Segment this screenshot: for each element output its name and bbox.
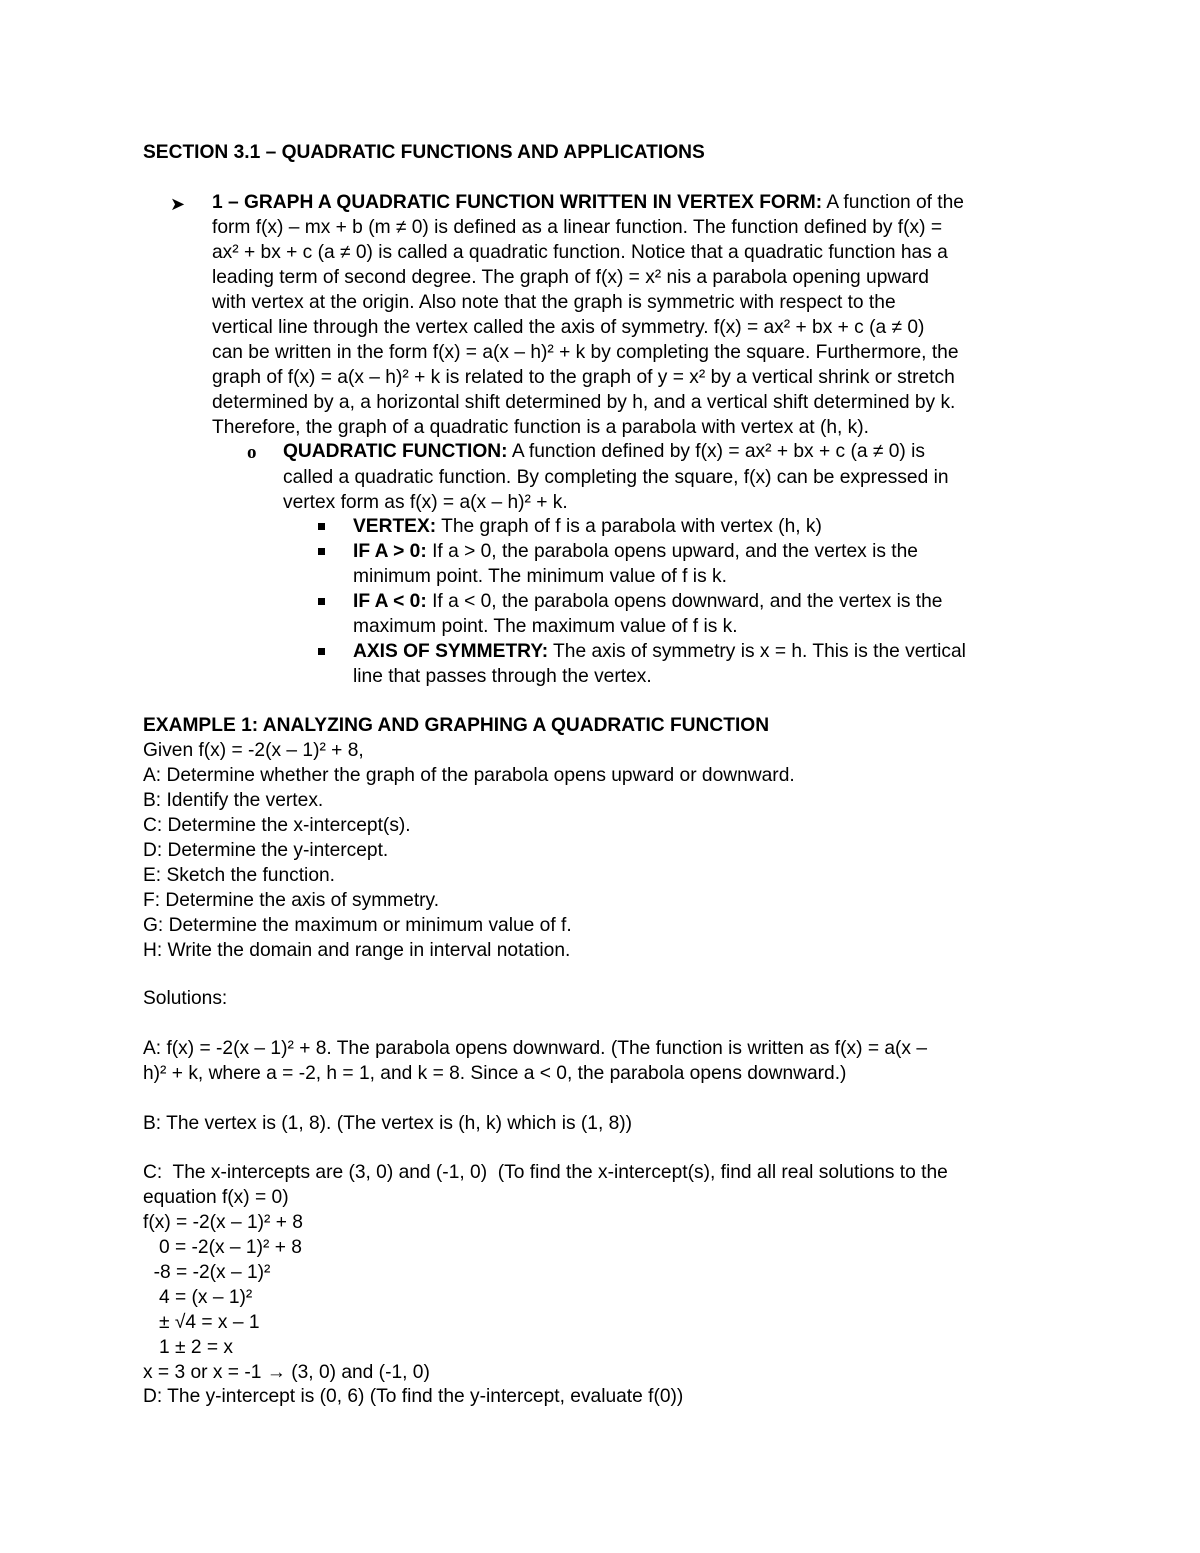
property-item: [353, 515, 822, 540]
example-part: H: Write the domain and range in interval notation.: [143, 940, 571, 961]
solution-c-line: f(x) = -2(x – 1)² + 8: [143, 1212, 303, 1233]
solution-c-line: -8 = -2(x – 1)²: [143, 1262, 271, 1283]
bullet1-line: graph of f(x) = a(x – h)² + k is related to the graph of y = x² by a vertical shrink or stretch: [212, 367, 955, 388]
bullet1-line: determined by a, a horizontal shift determined by h, and a vertical shift determined by k.: [212, 392, 956, 413]
property-label: IF A > 0:: [353, 541, 427, 562]
solution-c-line: 4 = (x – 1)²: [143, 1287, 253, 1308]
property-continuation: maximum point. The maximum value of f is k.: [353, 616, 738, 637]
property-text: The graph of f is a parabola with vertex (h, k): [436, 516, 822, 537]
property-label: AXIS OF SYMMETRY:: [353, 641, 549, 662]
bullet1-line: can be written in the form f(x) = a(x – h)² + k by completing the square. Furthermore, the: [212, 342, 959, 363]
bullet1-line: ax² + bx + c (a ≠ 0) is called a quadratic function. Notice that a quadratic function has a: [212, 242, 948, 263]
property-continuation: line that passes through the vertex.: [353, 666, 652, 687]
sub-bullet-line: vertex form as f(x) = a(x – h)² + k.: [283, 492, 568, 513]
example-title: EXAMPLE 1: ANALYZING AND GRAPHING A QUADRATIC FUNCTION: [143, 715, 770, 736]
example-part: C: Determine the x-intercept(s).: [143, 815, 411, 836]
bullet1-first-rest: A function of the: [822, 192, 964, 213]
solution-d: D: The y-intercept is (0, 6) (To find the y-intercept, evaluate f(0)): [143, 1386, 684, 1407]
bullet1-line: leading term of second degree. The graph of f(x) = x² nis a parabola opening upward: [212, 267, 929, 288]
solution-c-line: 1 ± 2 = x: [143, 1337, 233, 1358]
property-text: If a < 0, the parabola opens downward, and the vertex is the: [426, 591, 943, 612]
example-given: Given f(x) = -2(x – 1)² + 8,: [143, 740, 364, 761]
bullet1-line: form f(x) – mx + b (m ≠ 0) is defined as a linear function. The function defined by f(x) =: [212, 217, 943, 238]
bullet1-first-line: [212, 191, 964, 216]
solution-b: B: The vertex is (1, 8). (The vertex is (h, k) which is (1, 8)): [143, 1113, 633, 1134]
bullet1-line: with vertex at the origin. Also note that the graph is symmetric with respect to the: [212, 292, 896, 313]
property-item: [353, 590, 942, 615]
sub-bullet-first-line: [283, 440, 925, 465]
property-label: IF A < 0:: [353, 591, 427, 612]
example-part: A: Determine whether the graph of the parabola opens upward or downward.: [143, 765, 795, 786]
solution-c-line: ± √4 = x – 1: [143, 1312, 260, 1333]
sub-bullet-first-rest: A function defined by f(x) = ax² + bx + c (a ≠ 0) is: [507, 441, 925, 462]
square-bullet-icon: [318, 598, 325, 605]
example-part: G: Determine the maximum or minimum value of f.: [143, 915, 572, 936]
solution-a-line: A: f(x) = -2(x – 1)² + 8. The parabola opens downward. (The function is written as f(x) = a(x –: [143, 1038, 928, 1059]
example-part: B: Identify the vertex.: [143, 790, 324, 811]
example-part: E: Sketch the function.: [143, 865, 335, 886]
sub-bullet-label: QUADRATIC FUNCTION:: [283, 441, 508, 462]
square-bullet-icon: [318, 523, 325, 530]
bullet1-line: Therefore, the graph of a quadratic function is a parabola with vertex at (h, k).: [212, 417, 869, 438]
property-text: The axis of symmetry is x = h. This is the vertical: [548, 641, 966, 662]
solution-c-line: equation f(x) = 0): [143, 1187, 289, 1208]
property-continuation: minimum point. The minimum value of f is k.: [353, 566, 727, 587]
solution-c-line: C: The x-intercepts are (3, 0) and (-1, 0) (To find the x-intercept(s), find all real solutions to the: [143, 1162, 948, 1183]
solution-c-line: 0 = -2(x – 1)² + 8: [143, 1237, 302, 1258]
example-part: F: Determine the axis of symmetry.: [143, 890, 440, 911]
sub-bullet-line: called a quadratic function. By completing the square, f(x) can be expressed in: [283, 467, 949, 488]
bullet1-label: 1 – GRAPH A QUADRATIC FUNCTION WRITTEN IN VERTEX FORM:: [212, 192, 823, 213]
solutions-label: Solutions:: [143, 988, 228, 1009]
square-bullet-icon: [318, 648, 325, 655]
section-title: SECTION 3.1 – QUADRATIC FUNCTIONS AND APPLICATIONS: [143, 142, 705, 163]
example-part: D: Determine the y-intercept.: [143, 840, 389, 861]
property-text: If a > 0, the parabola opens upward, and the vertex is the: [426, 541, 918, 562]
property-item: [353, 640, 966, 665]
property-item: [353, 540, 918, 565]
sub-bullet-marker: o: [247, 442, 257, 463]
property-label: VERTEX:: [353, 516, 437, 537]
solution-c-line: x = 3 or x = -1 → (3, 0) and (-1, 0): [143, 1362, 430, 1383]
solution-a-line: h)² + k, where a = -2, h = 1, and k = 8. Since a < 0, the parabola opens downward.): [143, 1063, 847, 1084]
bullet1-line: vertical line through the vertex called the axis of symmetry. f(x) = ax² + bx + c (a ≠ 0): [212, 317, 925, 338]
square-bullet-icon: [318, 548, 325, 555]
arrow-bullet-icon: ➤: [170, 194, 186, 214]
